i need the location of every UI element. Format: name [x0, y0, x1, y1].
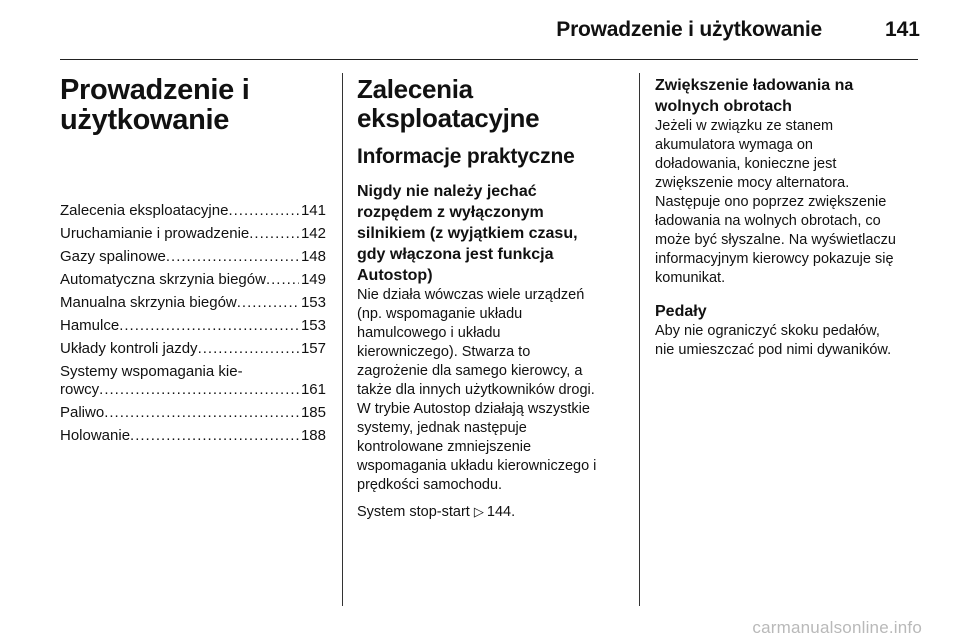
- heading-line: wolnych obrotach: [655, 98, 792, 115]
- heading-line: silnikiem (z wyjątkiem czasu,: [357, 225, 578, 242]
- toc-entry[interactable]: [60, 294, 326, 312]
- heading-line: gdy włączona jest funkcja: [357, 246, 554, 263]
- chapter-title-line: użytkowanie: [60, 104, 230, 136]
- section-subtitle: Informacje praktyczne: [357, 145, 575, 168]
- toc-leader: [198, 340, 299, 358]
- paragraph-idle-charging: [655, 117, 925, 288]
- page-number: 141: [884, 18, 920, 41]
- text-line: kierowniczego). Stwarza to: [357, 344, 531, 360]
- chapter-title: [60, 75, 326, 135]
- section-column: [357, 75, 629, 522]
- toc-leader: [99, 381, 299, 399]
- heading-line: Autostop): [357, 267, 433, 284]
- toc-leader: [266, 271, 299, 289]
- toc-leader: [249, 225, 299, 243]
- toc-entry[interactable]: [60, 404, 326, 422]
- text-line: doładowania, konieczne jest: [655, 156, 837, 172]
- text-line: akumulatora wymaga on: [655, 137, 813, 153]
- heading-pedals: Pedały: [655, 303, 707, 320]
- toc-entry[interactable]: [60, 271, 326, 289]
- text-line: komunikat.: [655, 270, 726, 286]
- page-ref-arrow-icon: ▷: [473, 504, 484, 519]
- toc-leader: [166, 248, 299, 266]
- toc-entry[interactable]: [60, 248, 326, 266]
- heading-line: Zwiększenie ładowania na: [655, 77, 854, 94]
- text-line: informacyjnym kierowcy pokazuje się: [655, 251, 894, 267]
- toc-entry-page: 157: [300, 340, 326, 357]
- toc-entry[interactable]: [60, 225, 326, 243]
- toc-entry-page: 161: [300, 381, 326, 398]
- paragraph-pedals: [655, 322, 925, 360]
- text-line: Jeżeli w związku ze stanem: [655, 118, 834, 134]
- text-line: kontrolowane zmniejszenie: [357, 439, 532, 455]
- toc-entry-page: 153: [300, 294, 326, 311]
- toc-entry-page: 141: [300, 202, 326, 219]
- text-line: Nie działa wówczas wiele urządzeń: [357, 287, 585, 303]
- toc-entry-page: 149: [300, 271, 326, 288]
- toc-entry-page: 185: [300, 404, 326, 421]
- toc-entry-title: Paliwo: [60, 404, 105, 421]
- toc-leader: [130, 427, 299, 445]
- toc-entry-title: Manualna skrzynia biegów: [60, 294, 237, 311]
- chapter-column: [60, 75, 326, 450]
- table-of-contents: [60, 202, 326, 445]
- toc-entry[interactable]: [60, 202, 326, 220]
- toc-entry-page: 142: [300, 225, 326, 242]
- text-line: (np. wspomaganie układu: [357, 306, 523, 322]
- toc-entry[interactable]: [60, 317, 326, 335]
- section-title-line: Zalecenia: [357, 74, 473, 104]
- running-header-title: Prowadzenie i użytkowanie: [556, 18, 822, 41]
- text-line: zagrożenie dla samego kierowcy, a: [357, 363, 583, 379]
- heading-no-coasting: [357, 181, 629, 286]
- toc-entry-title: Holowanie: [60, 427, 131, 444]
- column-divider-2: [639, 73, 640, 606]
- text-line: Następuje ono poprzez zwiększenie: [655, 194, 887, 210]
- toc-entry-title: Uruchamianie i prowadzenie: [60, 225, 250, 242]
- text-line: ładowania na wolnych obrotach, co: [655, 213, 881, 229]
- toc-entry-title: Hamulce: [60, 317, 120, 334]
- text-line: Aby nie ograniczyć skoku pedałów,: [655, 323, 880, 339]
- toc-entry-title: Układy kontroli jazdy: [60, 340, 198, 357]
- toc-entry-page: 188: [300, 427, 326, 444]
- text-line: hamulcowego i układu: [357, 325, 501, 341]
- toc-entry-title: Systemy wspomagania kie-: [60, 363, 243, 380]
- toc-entry[interactable]: [60, 340, 326, 358]
- paragraph-no-coasting: [357, 286, 629, 495]
- toc-entry-title-cont: rowcy: [60, 381, 100, 398]
- text-line: nie umieszczać pod nimi dywaników.: [655, 342, 892, 358]
- toc-entry-title: Gazy spalinowe: [60, 248, 166, 265]
- chapter-title-line: Prowadzenie i: [60, 74, 250, 106]
- toc-entry-page: 153: [300, 317, 326, 334]
- heading-idle-charging: [655, 75, 925, 117]
- xref-page: 144.: [486, 504, 516, 520]
- text-line: zwiększenie mocy alternatora.: [655, 175, 850, 191]
- section-title-line: eksploatacyjne: [357, 103, 540, 133]
- column-divider-1: [342, 73, 343, 606]
- section-title: [357, 75, 629, 133]
- toc-leader: [228, 202, 299, 220]
- toc-entry-page: 148: [300, 248, 326, 265]
- heading-line: Nigdy nie należy jechać: [357, 183, 537, 200]
- watermark: carmanualsonline.info: [752, 618, 922, 637]
- toc-leader: [119, 317, 299, 335]
- text-line: może być słyszalne. Na wyświetlaczu: [655, 232, 896, 248]
- heading-line: rozpędem z wyłączonym: [357, 204, 544, 221]
- toc-entry[interactable]: [60, 427, 326, 445]
- text-line: prędkości samochodu.: [357, 477, 503, 493]
- toc-entry[interactable]: [60, 363, 326, 399]
- toc-leader: [104, 404, 299, 422]
- header-rule: [60, 59, 918, 60]
- xref-text: System stop-start: [357, 504, 470, 520]
- toc-entry-title: Zalecenia eksploatacyjne: [60, 202, 229, 219]
- text-line: W trybie Autostop działają wszystkie: [357, 401, 590, 417]
- text-line: wspomagania układu kierowniczego i: [357, 458, 597, 474]
- section-column-continued: [655, 75, 925, 360]
- toc-entry-title: Automatyczna skrzynia biegów: [60, 271, 266, 288]
- cross-reference[interactable]: [357, 502, 629, 522]
- text-line: także dla innych użytkowników drogi.: [357, 382, 595, 398]
- toc-leader: [237, 294, 299, 312]
- text-line: systemy, jednak następuje: [357, 420, 527, 436]
